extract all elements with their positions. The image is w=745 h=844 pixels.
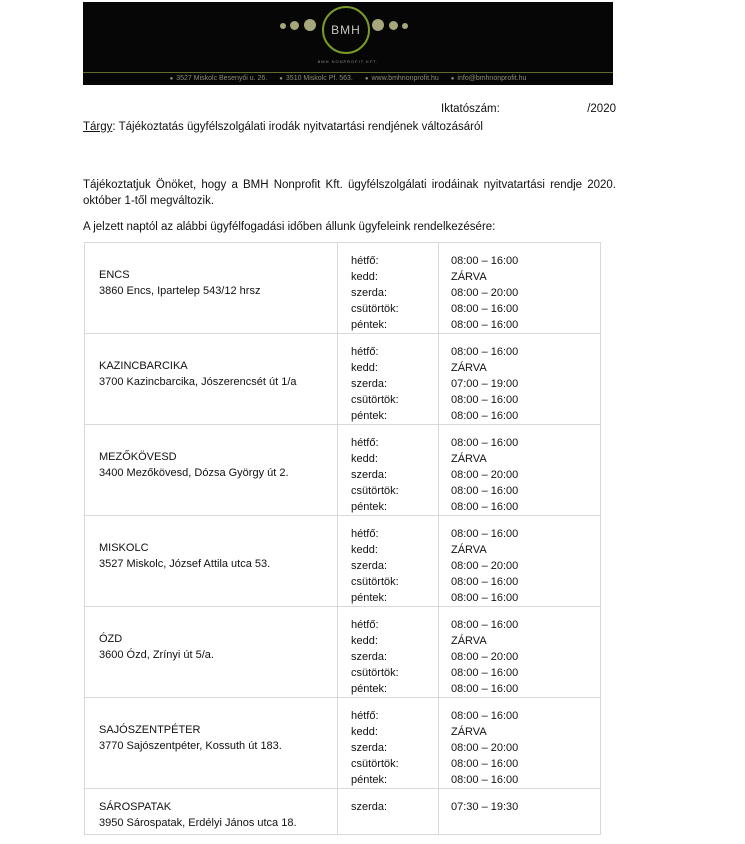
- office-row: [85, 789, 601, 835]
- opening-hours: ZÁRVA: [451, 453, 487, 465]
- opening-hours: 08:00 – 16:00: [451, 528, 519, 540]
- opening-hours: ZÁRVA: [451, 271, 487, 283]
- weekday-label: csütörtök:: [351, 758, 399, 770]
- weekday-label: kedd:: [351, 453, 378, 465]
- office-name: MEZŐKÖVESD: [99, 451, 177, 463]
- weekday-label: péntek:: [351, 683, 388, 695]
- opening-hours: 08:00 – 16:00: [451, 303, 519, 315]
- weekday-label: péntek:: [351, 319, 388, 331]
- opening-hours: 08:00 – 20:00: [451, 560, 519, 572]
- office-days-cell: [338, 607, 439, 698]
- opening-hours: 08:00 – 16:00: [451, 710, 519, 722]
- office-days-cell: [338, 425, 439, 516]
- logo-dot: [304, 19, 316, 31]
- logo-dot: [389, 21, 398, 30]
- office-address: 3860 Encs, Ipartelep 543/12 hrsz: [99, 285, 261, 297]
- office-address: 3700 Kazincbarcika, Jószerencsét út 1/a: [99, 376, 297, 388]
- weekday-label: szerda:: [351, 651, 388, 663]
- office-location-cell: [85, 789, 338, 835]
- lead-paragraph: A jelzett naptól az alábbi ügyfélfogadási időben állunk ügyfeleink rendelkezésére:: [83, 221, 496, 233]
- weekday-label: kedd:: [351, 271, 378, 283]
- weekday-label: szerda:: [351, 469, 388, 481]
- office-hours-cell: [439, 243, 601, 334]
- opening-hours: 07:30 – 19:30: [451, 801, 519, 813]
- opening-hours: 08:00 – 16:00: [451, 501, 519, 513]
- opening-hours: 08:00 – 16:00: [451, 437, 519, 449]
- opening-hours: 08:00 – 16:00: [451, 576, 519, 588]
- intro-paragraph: Tájékoztatjuk Önöket, hogy a BMH Nonprofit Kft. ügyfélszolgálati irodáinak nyitvatartási rendje 2020. október 1-től megváltozik.: [83, 179, 616, 207]
- opening-hours: 08:00 – 16:00: [451, 774, 519, 786]
- office-days-cell: [338, 243, 439, 334]
- office-name: SÁROSPATAK: [99, 801, 172, 813]
- weekday-label: péntek:: [351, 410, 388, 422]
- reference-label: Iktatószám:: [441, 103, 500, 115]
- weekday-label: szerda:: [351, 287, 388, 299]
- letterhead-banner: [83, 2, 613, 85]
- opening-hours: 08:00 – 16:00: [451, 683, 519, 695]
- logo-dot: [372, 19, 384, 31]
- office-days-cell: [338, 516, 439, 607]
- office-row: [85, 516, 601, 607]
- contact-website: ● www.bmhnonprofit.hu: [365, 73, 439, 85]
- office-row: [85, 698, 601, 789]
- weekday-label: kedd:: [351, 726, 378, 738]
- office-row: [85, 425, 601, 516]
- opening-hours: 08:00 – 20:00: [451, 651, 519, 663]
- office-location-cell: [85, 698, 338, 789]
- weekday-label: hétfő:: [351, 346, 379, 358]
- office-location-cell: [85, 425, 338, 516]
- weekday-label: péntek:: [351, 592, 388, 604]
- office-hours-table: [84, 242, 601, 835]
- office-row: [85, 243, 601, 334]
- subject-text: : Tájékoztatás ügyfélszolgálati irodák nyitvatartási rendjének változásáról: [112, 121, 483, 133]
- opening-hours: 08:00 – 16:00: [451, 319, 519, 331]
- logo-dot: [290, 21, 299, 30]
- office-address: 3950 Sárospatak, Erdélyi János utca 18.: [99, 817, 297, 829]
- weekday-label: hétfő:: [351, 710, 379, 722]
- weekday-label: szerda:: [351, 378, 388, 390]
- weekday-label: csütörtök:: [351, 303, 399, 315]
- office-hours-cell: [439, 789, 601, 835]
- opening-hours: 08:00 – 16:00: [451, 667, 519, 679]
- opening-hours: ZÁRVA: [451, 544, 487, 556]
- subject-line: [83, 121, 483, 133]
- weekday-label: hétfő:: [351, 619, 379, 631]
- office-hours-cell: [439, 698, 601, 789]
- opening-hours: 08:00 – 16:00: [451, 485, 519, 497]
- office-name: ÓZD: [99, 633, 123, 645]
- opening-hours: 08:00 – 16:00: [451, 758, 519, 770]
- opening-hours: 08:00 – 20:00: [451, 469, 519, 481]
- office-row: [85, 607, 601, 698]
- opening-hours: ZÁRVA: [451, 362, 487, 374]
- weekday-label: péntek:: [351, 774, 388, 786]
- office-location-cell: [85, 334, 338, 425]
- office-hours-cell: [439, 425, 601, 516]
- opening-hours: 08:00 – 16:00: [451, 410, 519, 422]
- reference-year: /2020: [587, 103, 616, 115]
- weekday-label: kedd:: [351, 362, 378, 374]
- office-hours-cell: [439, 607, 601, 698]
- weekday-label: hétfő:: [351, 255, 379, 267]
- office-address: 3600 Ózd, Zrínyi út 5/a.: [99, 649, 214, 661]
- office-name: ENCS: [99, 269, 130, 281]
- office-days-cell: [338, 789, 439, 835]
- contact-address: ● 3527 Miskolc Besenyői u. 26.: [170, 73, 268, 85]
- weekday-label: hétfő:: [351, 528, 379, 540]
- weekday-label: péntek:: [351, 501, 388, 513]
- contact-bar: [83, 72, 613, 85]
- opening-hours: 08:00 – 16:00: [451, 592, 519, 604]
- office-hours-cell: [439, 334, 601, 425]
- opening-hours: ZÁRVA: [451, 726, 487, 738]
- office-name: KAZINCBARCIKA: [99, 360, 188, 372]
- opening-hours: 08:00 – 16:00: [451, 619, 519, 631]
- office-address: 3527 Miskolc, József Attila utca 53.: [99, 558, 271, 570]
- opening-hours: ZÁRVA: [451, 635, 487, 647]
- opening-hours: 08:00 – 16:00: [451, 255, 519, 267]
- office-name: SAJÓSZENTPÉTER: [99, 724, 201, 736]
- logo-dot: [402, 23, 408, 29]
- weekday-label: szerda:: [351, 742, 388, 754]
- opening-hours: 08:00 – 16:00: [451, 346, 519, 358]
- contact-pobox: ● 3510 Miskolc Pf. 563.: [279, 73, 353, 85]
- weekday-label: kedd:: [351, 635, 378, 647]
- opening-hours: 08:00 – 20:00: [451, 742, 519, 754]
- weekday-label: csütörtök:: [351, 394, 399, 406]
- office-address: 3400 Mezőkövesd, Dózsa György út 2.: [99, 467, 289, 479]
- weekday-label: kedd:: [351, 544, 378, 556]
- weekday-label: csütörtök:: [351, 485, 399, 497]
- logo-dot: [280, 23, 286, 29]
- weekday-label: hétfő:: [351, 437, 379, 449]
- opening-hours: 08:00 – 20:00: [451, 287, 519, 299]
- weekday-label: szerda:: [351, 801, 388, 813]
- logo-tagline: BMH NONPROFIT KFT.: [317, 59, 379, 64]
- weekday-label: csütörtök:: [351, 667, 399, 679]
- office-row: [85, 334, 601, 425]
- office-location-cell: [85, 607, 338, 698]
- logo: [83, 14, 613, 46]
- opening-hours: 07:00 – 19:00: [451, 378, 519, 390]
- subject-label: Tárgy: [83, 121, 113, 133]
- logo-text: BMH: [331, 23, 361, 37]
- office-days-cell: [338, 698, 439, 789]
- office-location-cell: [85, 516, 338, 607]
- office-location-cell: [85, 243, 338, 334]
- office-address: 3770 Sajószentpéter, Kossuth út 183.: [99, 740, 282, 752]
- opening-hours: 08:00 – 16:00: [451, 394, 519, 406]
- logo-ring: [322, 6, 370, 54]
- office-name: MISKOLC: [99, 542, 149, 554]
- office-days-cell: [338, 334, 439, 425]
- weekday-label: szerda:: [351, 560, 388, 572]
- contact-email: ● info@bmhnonprofit.hu: [451, 73, 527, 85]
- weekday-label: csütörtök:: [351, 576, 399, 588]
- office-hours-cell: [439, 516, 601, 607]
